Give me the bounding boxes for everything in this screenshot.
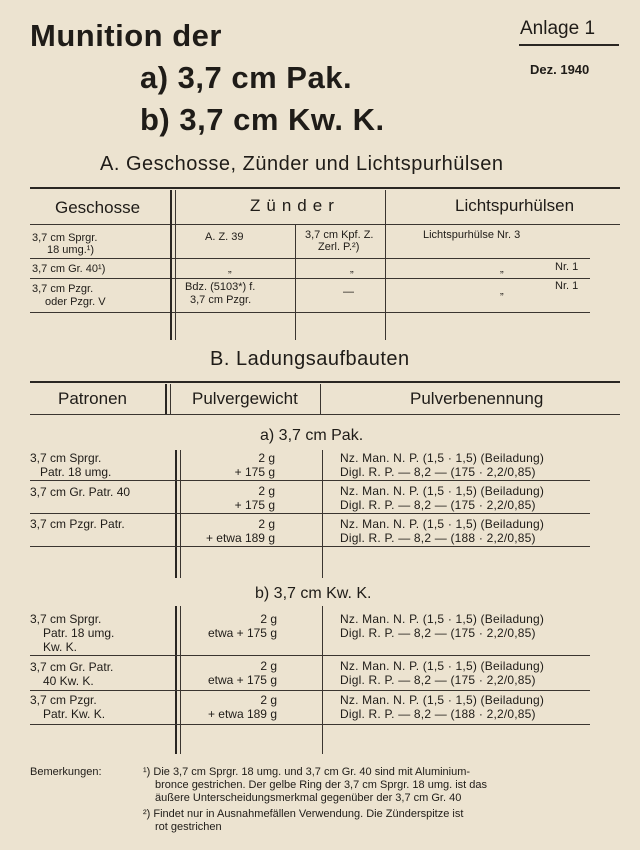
table-b-divider (320, 384, 321, 414)
benennung-cell (340, 451, 544, 479)
benennung-line: Digl. R. P. — 8,2 — (175 · 2,2/0,85) (340, 673, 536, 687)
ditto-mark: „ (350, 263, 354, 275)
gewicht-line: 2 g (258, 484, 275, 498)
zuender-cell: Bdz. (5103*) f. (185, 281, 256, 293)
title-line-1: Munition der (30, 18, 222, 53)
table-b-divider (175, 606, 177, 754)
patrone-cell: 3,7 cm Sprgr. (30, 451, 102, 465)
benennung-line: Nz. Man. N. P. (1,5 · 1,5) (Beiladung) (340, 659, 545, 673)
table-a-header-rule (30, 224, 620, 225)
document-date: Dez. 1940 (530, 62, 590, 77)
ditto-mark: „ (228, 263, 232, 275)
table-a-divider (295, 224, 296, 340)
table-a-row-rule (30, 312, 590, 313)
gewicht-line: + etwa 189 g (205, 531, 275, 545)
section-b-title: B. Ladungsaufbauten (210, 348, 410, 370)
title-line-3: b) 3,7 cm Kw. K. (140, 102, 385, 137)
remark-line: äußere Unterscheidungsmerkmal gegenüber der 3,7 cm Gr. 40 (155, 792, 462, 804)
benennung-line: Nz. Man. N. P. (1,5 · 1,5) (Beiladung) (340, 517, 545, 531)
section-a-title: A. Geschosse, Zünder und Lichtspurhülsen (100, 153, 504, 175)
table-b-row-rule (30, 546, 590, 547)
geschoss-cell: oder Pzgr. V (45, 296, 106, 308)
table-b-divider (165, 384, 167, 414)
geschoss-cell: 3,7 cm Pzgr. (32, 283, 94, 295)
table-b-row-rule (30, 690, 590, 691)
patrone-cell: Patr. Kw. K. (43, 707, 106, 721)
remark-line: ¹) Die 3,7 cm Sprgr. 18 umg. und 3,7 cm Gr. 40 sind mit Aluminium- (143, 766, 471, 778)
gewicht-line: 2 g (260, 659, 277, 673)
zuender-cell: 3,7 cm Kpf. Z. (305, 229, 374, 241)
benennung-cell (340, 693, 544, 721)
lichtspur-cell: Nr. 1 (555, 280, 579, 292)
benennung-line: Nz. Man. N. P. (1,5 · 1,5) (Beiladung) (340, 693, 545, 707)
column-header-lichtspurhuelsen: Lichtspurhülsen (455, 196, 575, 215)
subsection-b-title: b) 3,7 cm Kw. K. (255, 585, 372, 602)
title-line-2: a) 3,7 cm Pak. (140, 60, 353, 95)
benennung-line: Nz. Man. N. P. (1,5 · 1,5) (Beiladung) (340, 451, 545, 465)
gewicht-cell (190, 484, 275, 512)
table-b-divider (180, 450, 181, 578)
gewicht-line: etwa + 175 g (207, 673, 277, 687)
attachment-underline (519, 44, 619, 46)
benennung-line: Nz. Man. N. P. (1,5 · 1,5) (Beiladung) (340, 484, 545, 498)
benennung-cell (340, 659, 544, 687)
column-header-patronen: Patronen (58, 389, 127, 408)
gewicht-line: + 175 g (234, 498, 275, 512)
remark-line: bronce gestrichen. Der gelbe Ring der 3,7 cm Sprgr. 18 umg. ist das (155, 779, 488, 791)
gewicht-line: 2 g (258, 451, 275, 465)
gewicht-cell (190, 451, 275, 479)
ditto-mark: „ (500, 263, 504, 275)
patrone-cell: 3,7 cm Gr. Patr. 40 (30, 485, 131, 499)
benennung-line: Digl. R. P. — 8,2 — (175 · 2,2/0,85) (340, 465, 536, 479)
patrone-cell: 40 Kw. K. (43, 674, 94, 688)
benennung-cell (340, 612, 544, 640)
column-header-pulverbenennung: Pulverbenennung (410, 389, 544, 408)
attachment-label: Anlage 1 (520, 18, 596, 39)
table-a-divider (170, 190, 172, 340)
remark-line: ²) Findet nur in Ausnahmefällen Verwendung. Die Zünderspitze ist (143, 808, 464, 820)
ditto-mark: „ (500, 285, 504, 297)
patrone-cell: 3,7 cm Pzgr. (30, 693, 97, 707)
patrone-cell: Patr. 18 umg. (43, 626, 115, 640)
gewicht-cell (182, 659, 277, 687)
zuender-cell: Zerl. P.²) (318, 241, 360, 253)
gewicht-line: 2 g (260, 693, 277, 707)
benennung-line: Digl. R. P. — 8,2 — (175 · 2,2/0,85) (340, 498, 536, 512)
benennung-cell (340, 517, 544, 545)
zuender-cell: 3,7 cm Pzgr. (190, 294, 252, 306)
table-b-row-rule (30, 724, 590, 725)
gewicht-cell (180, 693, 277, 721)
geschoss-cell: 3,7 cm Gr. 40¹) (32, 263, 106, 275)
gewicht-line: + 175 g (234, 465, 275, 479)
table-b-row-rule (30, 513, 590, 514)
table-b-header-rule (30, 414, 620, 415)
column-header-pulvergewicht: Pulvergewicht (192, 389, 298, 408)
patrone-cell: 3,7 cm Gr. Patr. (30, 660, 114, 674)
remark-2 (143, 808, 463, 834)
table-a-top-rule (30, 187, 620, 189)
table-b-divider (175, 450, 177, 578)
gewicht-line: + etwa 189 g (207, 707, 277, 721)
table-b-divider (170, 384, 171, 414)
zuender-cell: A. Z. 39 (205, 231, 244, 243)
geschoss-cell: 18 umg.¹) (47, 244, 95, 256)
table-b-row-rule (30, 480, 590, 481)
gewicht-line: etwa + 175 g (207, 626, 277, 640)
table-b-divider (322, 606, 323, 754)
table-b-divider (180, 606, 181, 754)
gewicht-line: 2 g (258, 517, 275, 531)
benennung-line: Nz. Man. N. P. (1,5 · 1,5) (Beiladung) (340, 612, 545, 626)
patrone-cell: 3,7 cm Sprgr. (30, 612, 102, 626)
table-a-divider (385, 190, 386, 340)
benennung-line: Digl. R. P. — 8,2 — (188 · 2,2/0,85) (340, 707, 536, 721)
patrone-cell: 3,7 cm Pzgr. Patr. (30, 517, 125, 531)
table-b-row-rule (30, 655, 590, 656)
benennung-line: Digl. R. P. — 8,2 — (188 · 2,2/0,85) (340, 531, 536, 545)
patrone-cell: Kw. K. (43, 640, 78, 654)
geschoss-cell: 3,7 cm Sprgr. (32, 232, 98, 244)
remark-line: rot gestrichen (155, 821, 222, 833)
lichtspur-cell: Lichtspurhülse Nr. 3 (423, 229, 521, 241)
column-header-geschosse: Geschosse (55, 198, 141, 217)
benennung-line: Digl. R. P. — 8,2 — (175 · 2,2/0,85) (340, 626, 536, 640)
subsection-a-title: a) 3,7 cm Pak. (260, 427, 364, 444)
gewicht-cell (180, 517, 275, 545)
lichtspur-cell: Nr. 1 (555, 261, 579, 273)
patrone-cell: Patr. 18 umg. (40, 465, 112, 479)
remarks-label: Bemerkungen: (30, 766, 102, 778)
table-b-top-rule (30, 381, 620, 383)
dash-cell: — (343, 286, 354, 298)
table-a-row-rule (30, 258, 590, 259)
table-a-row-rule (30, 278, 590, 279)
remark-1 (143, 766, 487, 805)
column-header-zuender: Zünder (250, 196, 340, 215)
gewicht-cell (182, 612, 277, 640)
table-a-divider (175, 190, 176, 340)
benennung-cell (340, 484, 544, 512)
gewicht-line: 2 g (260, 612, 277, 626)
table-b-divider (322, 450, 323, 578)
